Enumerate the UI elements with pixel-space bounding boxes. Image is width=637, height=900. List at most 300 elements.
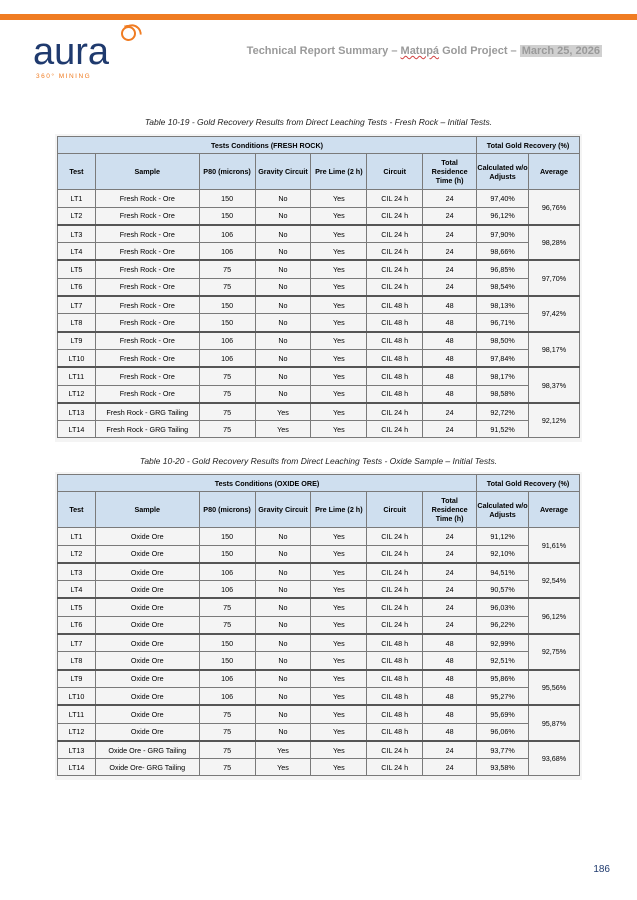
table-cell: Yes xyxy=(311,616,367,634)
table-cell: 75 xyxy=(199,616,255,634)
table-cell: 24 xyxy=(423,759,477,776)
table-cell: 106 xyxy=(199,581,255,599)
group-header: Tests Conditions (OXIDE ORE) xyxy=(58,475,477,492)
table-cell: 48 xyxy=(423,723,477,741)
table-cell: No xyxy=(255,581,311,599)
table-cell: 48 xyxy=(423,367,477,385)
table-cell: LT8 xyxy=(58,652,96,670)
average-cell: 96,76% xyxy=(529,190,580,225)
table-cell: CIL 24 h xyxy=(367,545,423,563)
logo-wordmark: aura xyxy=(33,31,110,73)
table-row xyxy=(58,528,580,545)
table-cell: Oxide Ore xyxy=(95,581,199,599)
table-cell: 96,12% xyxy=(477,207,529,225)
table-cell: Oxide Ore- GRG Tailing xyxy=(95,759,199,776)
table-cell: LT11 xyxy=(58,705,96,723)
table-cell: 94,51% xyxy=(477,563,529,581)
column-header: Circuit xyxy=(367,492,423,528)
table-cell: 48 xyxy=(423,687,477,705)
column-header: Total Residence Time (h) xyxy=(423,154,477,190)
table-cell: Yes xyxy=(311,670,367,688)
table-cell: 48 xyxy=(423,296,477,314)
table-cell: Fresh Rock - Ore xyxy=(95,332,199,350)
table-cell: Oxide Ore xyxy=(95,616,199,634)
table-cell: LT11 xyxy=(58,367,96,385)
table-cell: No xyxy=(255,349,311,367)
table-cell: 24 xyxy=(423,616,477,634)
table-row xyxy=(58,332,580,350)
table-cell: CIL 48 h xyxy=(367,385,423,403)
table-cell: 24 xyxy=(423,278,477,296)
table-cell: Yes xyxy=(311,260,367,278)
table-cell: Yes xyxy=(311,278,367,296)
table-cell: 150 xyxy=(199,545,255,563)
table-cell: LT6 xyxy=(58,278,96,296)
table-cell: 24 xyxy=(423,225,477,243)
table-row xyxy=(58,260,580,278)
table-cell: Yes xyxy=(255,759,311,776)
table-cell: No xyxy=(255,260,311,278)
table-cell: LT14 xyxy=(58,421,96,438)
table-cell: Fresh Rock - GRG Tailing xyxy=(95,421,199,438)
table-cell: Yes xyxy=(311,225,367,243)
table-cell: Fresh Rock - Ore xyxy=(95,243,199,261)
table-cell: 48 xyxy=(423,314,477,332)
table-cell: No xyxy=(255,367,311,385)
table-cell: CIL 48 h xyxy=(367,332,423,350)
table-row xyxy=(58,723,580,741)
table-cell: CIL 48 h xyxy=(367,652,423,670)
table-cell: 75 xyxy=(199,723,255,741)
table-cell: 97,40% xyxy=(477,190,529,207)
table-cell: Fresh Rock - Ore xyxy=(95,278,199,296)
table-cell: 150 xyxy=(199,296,255,314)
table-cell: 48 xyxy=(423,670,477,688)
average-cell: 92,54% xyxy=(529,563,580,599)
table-cell: Oxide Ore xyxy=(95,634,199,652)
table-cell: No xyxy=(255,687,311,705)
table-cell: No xyxy=(255,314,311,332)
average-cell: 91,61% xyxy=(529,528,580,563)
table-cell: Yes xyxy=(311,705,367,723)
table-cell: LT3 xyxy=(58,225,96,243)
table-cell: 95,69% xyxy=(477,705,529,723)
column-header: Average xyxy=(529,154,580,190)
table-cell: 48 xyxy=(423,332,477,350)
column-header: Circuit xyxy=(367,154,423,190)
table-cell: 92,10% xyxy=(477,545,529,563)
table-row xyxy=(58,598,580,616)
table-cell: 98,17% xyxy=(477,367,529,385)
column-header: Total Residence Time (h) xyxy=(423,492,477,528)
table-cell: Fresh Rock - GRG Tailing xyxy=(95,403,199,421)
table-cell: CIL 48 h xyxy=(367,723,423,741)
table-cell: 48 xyxy=(423,349,477,367)
table-cell: Yes xyxy=(311,190,367,207)
table-cell: LT12 xyxy=(58,385,96,403)
table-cell: Yes xyxy=(311,741,367,759)
table-cell: CIL 48 h xyxy=(367,687,423,705)
table-cell: 75 xyxy=(199,598,255,616)
table-cell: Yes xyxy=(311,403,367,421)
table-cell: LT5 xyxy=(58,260,96,278)
table-cell: 93,58% xyxy=(477,759,529,776)
column-header: Pre Lime (2 h) xyxy=(311,154,367,190)
table-cell: No xyxy=(255,296,311,314)
fresh-rock-table xyxy=(57,136,580,438)
table-row xyxy=(58,652,580,670)
table-row xyxy=(58,741,580,759)
table-cell: CIL 24 h xyxy=(367,225,423,243)
table-cell: No xyxy=(255,190,311,207)
table-cell: No xyxy=(255,723,311,741)
table-cell: 48 xyxy=(423,634,477,652)
table-cell: Oxide Ore xyxy=(95,545,199,563)
table-cell: No xyxy=(255,563,311,581)
table-cell: 106 xyxy=(199,687,255,705)
table-row xyxy=(58,545,580,563)
table-cell: 24 xyxy=(423,421,477,438)
table-cell: 75 xyxy=(199,367,255,385)
table-cell: 93,77% xyxy=(477,741,529,759)
table-cell: No xyxy=(255,243,311,261)
logo-tagline: 360° MINING xyxy=(36,73,92,80)
table-cell: No xyxy=(255,652,311,670)
table-cell: 48 xyxy=(423,385,477,403)
table-cell: Yes xyxy=(311,759,367,776)
table-cell: 24 xyxy=(423,403,477,421)
table-cell: Yes xyxy=(311,349,367,367)
column-header: Average xyxy=(529,492,580,528)
table-cell: 48 xyxy=(423,705,477,723)
table-row xyxy=(58,296,580,314)
table-cell: LT12 xyxy=(58,723,96,741)
table-cell: CIL 24 h xyxy=(367,421,423,438)
table-row xyxy=(58,190,580,207)
table-cell: 106 xyxy=(199,563,255,581)
oxide-table xyxy=(57,474,580,776)
table-cell: LT7 xyxy=(58,296,96,314)
table-cell: 106 xyxy=(199,243,255,261)
table-cell: CIL 24 h xyxy=(367,260,423,278)
table-cell: CIL 48 h xyxy=(367,670,423,688)
table-row xyxy=(58,687,580,705)
table-cell: No xyxy=(255,278,311,296)
table-cell: 75 xyxy=(199,759,255,776)
table-row xyxy=(58,616,580,634)
table-cell: Oxide Ore xyxy=(95,687,199,705)
table-cell: Oxide Ore xyxy=(95,528,199,545)
table-cell: 75 xyxy=(199,260,255,278)
table-cell: CIL 24 h xyxy=(367,616,423,634)
table-cell: LT9 xyxy=(58,670,96,688)
average-cell: 97,42% xyxy=(529,296,580,332)
table-cell: 24 xyxy=(423,260,477,278)
average-cell: 98,17% xyxy=(529,332,580,368)
table-cell: LT10 xyxy=(58,349,96,367)
table-row xyxy=(58,421,580,438)
table-cell: Fresh Rock - Ore xyxy=(95,190,199,207)
table-row xyxy=(58,759,580,776)
table-cell: 150 xyxy=(199,528,255,545)
table-cell: 96,85% xyxy=(477,260,529,278)
table-cell: 97,90% xyxy=(477,225,529,243)
table-row xyxy=(58,349,580,367)
table-row xyxy=(58,207,580,225)
table-cell: 95,27% xyxy=(477,687,529,705)
table-caption-oxide: Table 10-20 - Gold Recovery Results from Direct Leaching Tests - Oxide Sample – Initial Tests. xyxy=(139,456,498,466)
table-cell: 96,22% xyxy=(477,616,529,634)
table-cell: 106 xyxy=(199,349,255,367)
table-cell: LT13 xyxy=(58,741,96,759)
table-cell: 92,99% xyxy=(477,634,529,652)
table-cell: 106 xyxy=(199,670,255,688)
table-cell: 75 xyxy=(199,403,255,421)
table-cell: CIL 24 h xyxy=(367,759,423,776)
table-cell: No xyxy=(255,332,311,350)
average-cell: 96,12% xyxy=(529,598,580,634)
average-cell: 93,68% xyxy=(529,741,580,776)
table-cell: Oxide Ore xyxy=(95,563,199,581)
table-cell: 98,50% xyxy=(477,332,529,350)
table-row xyxy=(58,403,580,421)
header-accent-bar xyxy=(0,14,637,20)
table-row xyxy=(58,314,580,332)
table-cell: Yes xyxy=(311,723,367,741)
title-prefix: Technical Report Summary – xyxy=(246,45,401,57)
column-header: Pre Lime (2 h) xyxy=(311,492,367,528)
table-cell: 96,71% xyxy=(477,314,529,332)
table-row xyxy=(58,581,580,599)
table-cell: CIL 24 h xyxy=(367,528,423,545)
table-cell: Yes xyxy=(311,598,367,616)
table-cell: Oxide Ore xyxy=(95,598,199,616)
table-cell: Fresh Rock - Ore xyxy=(95,296,199,314)
table-cell: No xyxy=(255,634,311,652)
table-cell: LT4 xyxy=(58,581,96,599)
table-cell: No xyxy=(255,598,311,616)
table-cell: Yes xyxy=(255,421,311,438)
table-cell: 24 xyxy=(423,598,477,616)
table-cell: No xyxy=(255,207,311,225)
table-row xyxy=(58,367,580,385)
table-cell: No xyxy=(255,545,311,563)
table-row xyxy=(58,705,580,723)
table-row xyxy=(58,634,580,652)
table-cell: 75 xyxy=(199,705,255,723)
table-cell: Fresh Rock - Ore xyxy=(95,225,199,243)
column-header: P80 (microns) xyxy=(199,154,255,190)
table-cell: Yes xyxy=(311,652,367,670)
title-project: Matupá xyxy=(400,45,440,57)
table-row xyxy=(58,385,580,403)
table-cell: 48 xyxy=(423,652,477,670)
table-cell: 96,03% xyxy=(477,598,529,616)
table-caption-fresh-rock: Table 10-19 - Gold Recovery Results from Direct Leaching Tests - Fresh Rock – Initial Tests. xyxy=(144,117,493,127)
table-cell: Oxide Ore xyxy=(95,705,199,723)
average-cell: 92,75% xyxy=(529,634,580,670)
column-header: Test xyxy=(58,154,96,190)
table-cell: No xyxy=(255,670,311,688)
table-cell: 150 xyxy=(199,634,255,652)
table-cell: No xyxy=(255,528,311,545)
column-header: Gravity Circuit xyxy=(255,492,311,528)
logo-arc-mark xyxy=(124,23,142,38)
title-date: March 25, 2026 xyxy=(521,45,600,57)
average-cell: 95,87% xyxy=(529,705,580,741)
table-cell: LT6 xyxy=(58,616,96,634)
table-cell: 24 xyxy=(423,207,477,225)
table-cell: 150 xyxy=(199,190,255,207)
table-cell: Fresh Rock - Ore xyxy=(95,349,199,367)
table-cell: 24 xyxy=(423,528,477,545)
table-cell: 96,06% xyxy=(477,723,529,741)
column-header: Gravity Circuit xyxy=(255,154,311,190)
table-cell: 106 xyxy=(199,225,255,243)
table-cell: 150 xyxy=(199,314,255,332)
table-cell: Yes xyxy=(311,634,367,652)
table-cell: 106 xyxy=(199,332,255,350)
table-cell: 75 xyxy=(199,278,255,296)
table-cell: Yes xyxy=(311,687,367,705)
table-cell: No xyxy=(255,705,311,723)
table-cell: Fresh Rock - Ore xyxy=(95,314,199,332)
table-cell: CIL 24 h xyxy=(367,278,423,296)
table-cell: 98,54% xyxy=(477,278,529,296)
table-cell: 98,66% xyxy=(477,243,529,261)
table-cell: 24 xyxy=(423,190,477,207)
table-cell: Yes xyxy=(311,243,367,261)
table-cell: Yes xyxy=(311,314,367,332)
table-cell: CIL 48 h xyxy=(367,634,423,652)
table-cell: Fresh Rock - Ore xyxy=(95,367,199,385)
table-cell: LT5 xyxy=(58,598,96,616)
table-cell: 92,72% xyxy=(477,403,529,421)
column-header: Calculated w/o Adjusts xyxy=(477,154,529,190)
table-cell: Yes xyxy=(255,403,311,421)
column-header: Sample xyxy=(95,154,199,190)
table-cell: LT8 xyxy=(58,314,96,332)
table-cell: CIL 24 h xyxy=(367,243,423,261)
result-header: Total Gold Recovery (%) xyxy=(477,475,580,492)
table-cell: LT9 xyxy=(58,332,96,350)
table-cell: CIL 24 h xyxy=(367,207,423,225)
table-cell: Yes xyxy=(311,563,367,581)
table-cell: CIL 24 h xyxy=(367,741,423,759)
table-cell: CIL 24 h xyxy=(367,563,423,581)
table-cell: 95,86% xyxy=(477,670,529,688)
average-cell: 97,70% xyxy=(529,260,580,296)
page-number: 186 xyxy=(593,864,610,875)
table-cell: CIL 48 h xyxy=(367,367,423,385)
table-cell: Yes xyxy=(311,207,367,225)
average-cell: 92,12% xyxy=(529,403,580,438)
table-cell: 24 xyxy=(423,563,477,581)
table-cell: CIL 24 h xyxy=(367,403,423,421)
table-row xyxy=(58,278,580,296)
table-cell: Fresh Rock - Ore xyxy=(95,385,199,403)
table-cell: Fresh Rock - Ore xyxy=(95,207,199,225)
table-cell: 98,13% xyxy=(477,296,529,314)
column-header: Calculated w/o Adjusts xyxy=(477,492,529,528)
table-cell: 98,58% xyxy=(477,385,529,403)
table-cell: 75 xyxy=(199,741,255,759)
column-header: Sample xyxy=(95,492,199,528)
table-cell: Yes xyxy=(311,367,367,385)
table-cell: CIL 48 h xyxy=(367,705,423,723)
table-cell: CIL 24 h xyxy=(367,598,423,616)
table-cell: 91,12% xyxy=(477,528,529,545)
table-cell: Yes xyxy=(311,581,367,599)
table-cell: CIL 48 h xyxy=(367,349,423,367)
table-cell: Yes xyxy=(311,421,367,438)
column-header: P80 (microns) xyxy=(199,492,255,528)
table-cell: LT14 xyxy=(58,759,96,776)
title-mid: Gold Project – xyxy=(439,45,520,57)
table-cell: Yes xyxy=(311,545,367,563)
table-cell: Yes xyxy=(255,741,311,759)
table-cell: CIL 24 h xyxy=(367,581,423,599)
table-cell: LT1 xyxy=(58,528,96,545)
table-cell: Oxide Ore - GRG Tailing xyxy=(95,741,199,759)
table-cell: Yes xyxy=(311,528,367,545)
table-cell: LT13 xyxy=(58,403,96,421)
table-cell: Oxide Ore xyxy=(95,652,199,670)
table-cell: 150 xyxy=(199,207,255,225)
table-cell: LT7 xyxy=(58,634,96,652)
average-cell: 95,56% xyxy=(529,670,580,706)
table-cell: 92,51% xyxy=(477,652,529,670)
table-cell: 75 xyxy=(199,385,255,403)
aura-logo xyxy=(33,24,153,84)
table-cell: LT4 xyxy=(58,243,96,261)
table-cell: No xyxy=(255,225,311,243)
column-header: Test xyxy=(58,492,96,528)
table-cell: 24 xyxy=(423,581,477,599)
table-cell: LT2 xyxy=(58,207,96,225)
result-header: Total Gold Recovery (%) xyxy=(477,137,580,154)
table-cell: Yes xyxy=(311,385,367,403)
table-cell: 24 xyxy=(423,545,477,563)
table-cell: No xyxy=(255,616,311,634)
table-cell: 24 xyxy=(423,741,477,759)
table-cell: CIL 48 h xyxy=(367,314,423,332)
table-row xyxy=(58,225,580,243)
table-cell: Yes xyxy=(311,332,367,350)
table-cell: 24 xyxy=(423,243,477,261)
table-cell: Oxide Ore xyxy=(95,723,199,741)
table-cell: LT3 xyxy=(58,563,96,581)
report-header-title xyxy=(247,45,602,57)
table-cell: CIL 48 h xyxy=(367,296,423,314)
table-cell: Fresh Rock - Ore xyxy=(95,260,199,278)
table-cell: LT10 xyxy=(58,687,96,705)
table-cell: Yes xyxy=(311,296,367,314)
table-cell: 90,57% xyxy=(477,581,529,599)
table-cell: CIL 24 h xyxy=(367,190,423,207)
table-cell: LT2 xyxy=(58,545,96,563)
table-cell: 150 xyxy=(199,652,255,670)
table-cell: 97,84% xyxy=(477,349,529,367)
table-cell: No xyxy=(255,385,311,403)
table-cell: 75 xyxy=(199,421,255,438)
group-header: Tests Conditions (FRESH ROCK) xyxy=(58,137,477,154)
table-cell: 91,52% xyxy=(477,421,529,438)
table-row xyxy=(58,563,580,581)
average-cell: 98,37% xyxy=(529,367,580,403)
table-row xyxy=(58,670,580,688)
table-cell: Oxide Ore xyxy=(95,670,199,688)
